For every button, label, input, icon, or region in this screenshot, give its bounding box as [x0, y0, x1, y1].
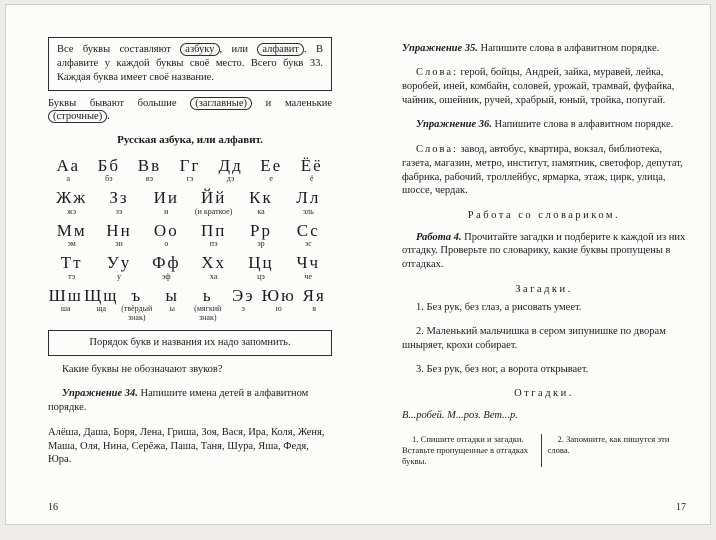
alphabet-table — [48, 156, 332, 323]
alphabet-cell — [129, 156, 170, 185]
alphabet-letter-name: жэ — [67, 206, 77, 216]
alphabet-cell — [170, 156, 211, 185]
text-segment: . — [107, 111, 110, 123]
alphabet-letter: ъ — [131, 285, 143, 305]
alphabet-cell — [285, 253, 332, 282]
alphabet-letter: ы — [165, 285, 179, 305]
footnote-2: 2. Запомните, как пишутся эти слова. — [547, 433, 670, 455]
exercise-34-heading — [48, 387, 332, 415]
alphabet-letter-name: ха — [209, 271, 218, 281]
answers-line: В...робей. М...роз. Вет...р. — [402, 410, 518, 422]
exercise-36-words — [402, 143, 686, 198]
alphabet-letter-name: пэ — [209, 239, 218, 249]
page-16 — [6, 5, 360, 524]
alphabet-cell — [190, 221, 237, 250]
alphabet-letter: Тт — [60, 253, 83, 273]
alphabet-cell — [48, 221, 95, 250]
exercise-35-heading — [402, 42, 686, 56]
alphabet-title: Русская азбука, или алфавит. — [117, 134, 263, 147]
alphabet-letter-name: дэ — [226, 174, 235, 184]
words-list: герой, бойцы, Андрей, зайка, муравей, лейка, воробей, иней, комбайн, соловей, урожай, трамвай, фуфайка, чайник, ошейник, ручей, храбрый, юный, тройка, попугай. — [402, 67, 675, 107]
alphabet-cell — [210, 156, 251, 185]
alphabet-letter: Нн — [106, 220, 132, 240]
intro-text — [57, 43, 323, 85]
alphabet-letter-name: у — [116, 271, 121, 281]
alphabet-cell — [48, 286, 84, 323]
alphabet-letter-name: эн — [115, 239, 123, 249]
remember-rule-box: Порядок букв и названия их надо запомнить. — [48, 330, 332, 356]
text-segment: Все буквы составляют — [57, 44, 181, 55]
alphabet-letter: Чч — [296, 253, 321, 273]
otgadki-heading: Отгадки. — [514, 388, 574, 400]
rabota-4-label: Работа 4. — [416, 231, 462, 243]
alphabet-letter-name: эм — [67, 239, 76, 249]
exercise-35-task: Напишите слова в алфавитном порядке. — [480, 43, 660, 54]
exercise-35-words — [402, 66, 686, 108]
book-spread — [5, 4, 711, 525]
alphabet-letter: Юю — [261, 285, 296, 305]
words-label: Слова: — [416, 67, 458, 79]
exercise-36-label: Упражнение 36. — [416, 119, 492, 131]
alphabet-cell — [143, 188, 190, 217]
alphabet-letter-name: эс — [304, 239, 312, 249]
alphabet-cell — [89, 156, 130, 185]
riddle-2: 2. Маленький мальчишка в сером зипунишке по дворам шныряет, крохи собирает. — [402, 325, 666, 351]
alphabet-letter: Оо — [153, 220, 179, 240]
alphabet-letter: Бб — [97, 155, 121, 175]
alphabet-letter-name: ю — [275, 304, 282, 314]
alphabet-letter: Зз — [109, 188, 129, 208]
highlighted-word-azbuka: азбуку — [180, 43, 219, 56]
alphabet-letter-name: ы — [169, 304, 175, 314]
alphabet-cell — [251, 156, 292, 185]
alphabet-letter: Фф — [152, 253, 181, 273]
question-text: Какие буквы не обозначают звуков? — [62, 364, 223, 376]
alphabet-letter-name: я — [312, 304, 317, 314]
alphabet-letter-name: ка — [257, 206, 265, 216]
highlighted-word-zaglavnye: (заглавные) — [190, 97, 252, 110]
alphabet-letter: Аа — [56, 155, 81, 175]
alphabet-cell — [237, 188, 284, 217]
alphabet-letter-name: а — [66, 174, 71, 184]
alphabet-cell — [84, 286, 120, 323]
alphabet-cell — [190, 253, 237, 282]
riddle-3: 3. Без рук, без ног, а ворота открывает. — [416, 364, 589, 376]
intro-after-text — [48, 97, 332, 125]
exercise-35-label: Упражнение 35. — [402, 43, 478, 54]
alphabet-letter: Сс — [296, 220, 320, 240]
alphabet-letter-name: (твёрдый знак) — [121, 304, 153, 323]
riddle-1: 1. Без рук, без глаз, а рисовать умеет. — [416, 301, 582, 313]
alphabet-letter-name: (мягкий знак) — [194, 304, 222, 323]
alphabet-letter-name: гэ — [186, 174, 194, 184]
alphabet-cell — [119, 286, 155, 323]
alphabet-cell — [48, 188, 95, 217]
alphabet-letter: Дд — [218, 155, 243, 175]
alphabet-letter-name: зэ — [115, 206, 123, 216]
alphabet-cell — [190, 188, 237, 217]
alphabet-letter: Хх — [201, 253, 227, 273]
alphabet-cell — [95, 221, 142, 250]
section-heading-slovarik: Работа со словариком. — [467, 209, 621, 221]
alphabet-letter: Шш — [48, 285, 83, 305]
alphabet-cell — [190, 286, 226, 323]
alphabet-cell — [291, 156, 332, 185]
alphabet-letter-name: вэ — [145, 174, 154, 184]
alphabet-letter: Цц — [248, 253, 274, 273]
alphabet-cell — [143, 253, 190, 282]
alphabet-cell — [237, 253, 284, 282]
alphabet-letter: Мм — [56, 220, 87, 240]
alphabet-letter-name: и — [164, 206, 169, 216]
text-segment: Буквы бывают большие — [48, 97, 191, 109]
alphabet-cell — [155, 286, 191, 323]
alphabet-letter-name: е — [269, 174, 273, 184]
alphabet-cell — [95, 253, 142, 282]
alphabet-cell — [285, 221, 332, 250]
words-label: Слова: — [416, 143, 458, 155]
highlighted-word-alfavit: алфавит — [257, 43, 304, 56]
alphabet-cell — [48, 156, 89, 185]
alphabet-letter-name: эф — [162, 271, 171, 281]
alphabet-letter-name: эль — [302, 206, 314, 216]
alphabet-letter-name: э — [241, 304, 245, 314]
exercise-34-words: Алёша, Даша, Боря, Лена, Гриша, Зоя, Вася, Ира, Коля, Женя, Маша, Оля, Нина, Серёжа, Паша, Таня, Шура, Яша, Федя, Юра. — [48, 426, 325, 466]
highlighted-word-strochnye: (строчные) — [48, 110, 107, 123]
alphabet-letter-name: о — [164, 239, 169, 249]
alphabet-letter: Вв — [137, 155, 162, 175]
alphabet-letter: Рр — [249, 220, 272, 240]
alphabet-letter: Йй — [200, 188, 227, 208]
alphabet-letter: Пп — [200, 220, 227, 240]
alphabet-cell — [95, 188, 142, 217]
alphabet-cell — [261, 286, 297, 323]
alphabet-cell — [48, 253, 95, 282]
alphabet-cell — [143, 221, 190, 250]
zagadki-heading: Загадки. — [515, 283, 573, 295]
exercise-34-label: Упражнение 34. — [62, 388, 138, 400]
alphabet-letter-name: ша — [60, 304, 71, 314]
alphabet-cell — [285, 188, 332, 217]
text-segment: и маленькие — [251, 97, 332, 109]
rabota-4-heading — [402, 231, 686, 273]
alphabet-letter-name: эр — [257, 239, 265, 249]
alphabet-letter-name: ё — [309, 174, 314, 184]
alphabet-letter: Гг — [179, 155, 201, 175]
page-17 — [360, 5, 710, 524]
alphabet-letter: ь — [202, 285, 213, 305]
alphabet-letter: Кк — [249, 188, 273, 208]
page-number-left: 16 — [48, 501, 58, 513]
exercise-36-heading — [402, 118, 686, 132]
alphabet-cell — [297, 286, 333, 323]
alphabet-letter-name: тэ — [68, 271, 76, 281]
alphabet-letter: Жж — [56, 188, 88, 208]
alphabet-letter-name: че — [304, 271, 313, 281]
text-segment: , или — [219, 44, 258, 55]
page-number-right: 17 — [676, 501, 686, 513]
alphabet-letter: Лл — [296, 188, 321, 208]
alphabet-letter: Ёё — [300, 155, 323, 175]
alphabet-letter: Ээ — [231, 285, 255, 305]
alphabet-letter-name: цэ — [257, 271, 265, 281]
alphabet-letter: Щщ — [84, 285, 119, 305]
alphabet-cell — [237, 221, 284, 250]
text-segment: . В алфавите у каждой буквы своё место. Всего букв 33. Каждая буква имеет своё название. — [57, 44, 323, 83]
alphabet-letter: Яя — [302, 285, 326, 305]
footnote-1: 1. Спишите отгадки и загадки. Вставьте пропущенные в отгадках буквы. — [402, 434, 542, 468]
words-list: завод, автобус, квартира, вокзал, библиотека, газета, магазин, метро, институт, памятник, светофор, депутат, фабрика, рабочий, троллейбус, ярмарка, этаж, цирк, улица, шоссе, чердак. — [402, 143, 683, 197]
alphabet-letter-name: (и краткое) — [194, 206, 233, 216]
alphabet-letter: Уу — [106, 253, 132, 273]
alphabet-letter-name: бэ — [105, 174, 113, 184]
alphabet-letter: Ии — [153, 188, 179, 208]
alphabet-cell — [226, 286, 262, 323]
alphabet-letter: Ее — [260, 155, 283, 175]
alphabet-letter-name: ща — [96, 304, 107, 314]
intro-rule-box — [48, 37, 332, 91]
exercise-34-task: Напишите имена детей в алфавитном порядке. — [48, 388, 309, 414]
exercise-36-task: Напишите слова в алфавитном порядке. — [494, 119, 674, 131]
rabota-4-task: Прочитайте загадки и подберите к каждой из них отгадку. Проверьте по словарику, какие буквы пропущены в отгадках. — [402, 231, 686, 271]
footnote-block — [402, 434, 686, 468]
